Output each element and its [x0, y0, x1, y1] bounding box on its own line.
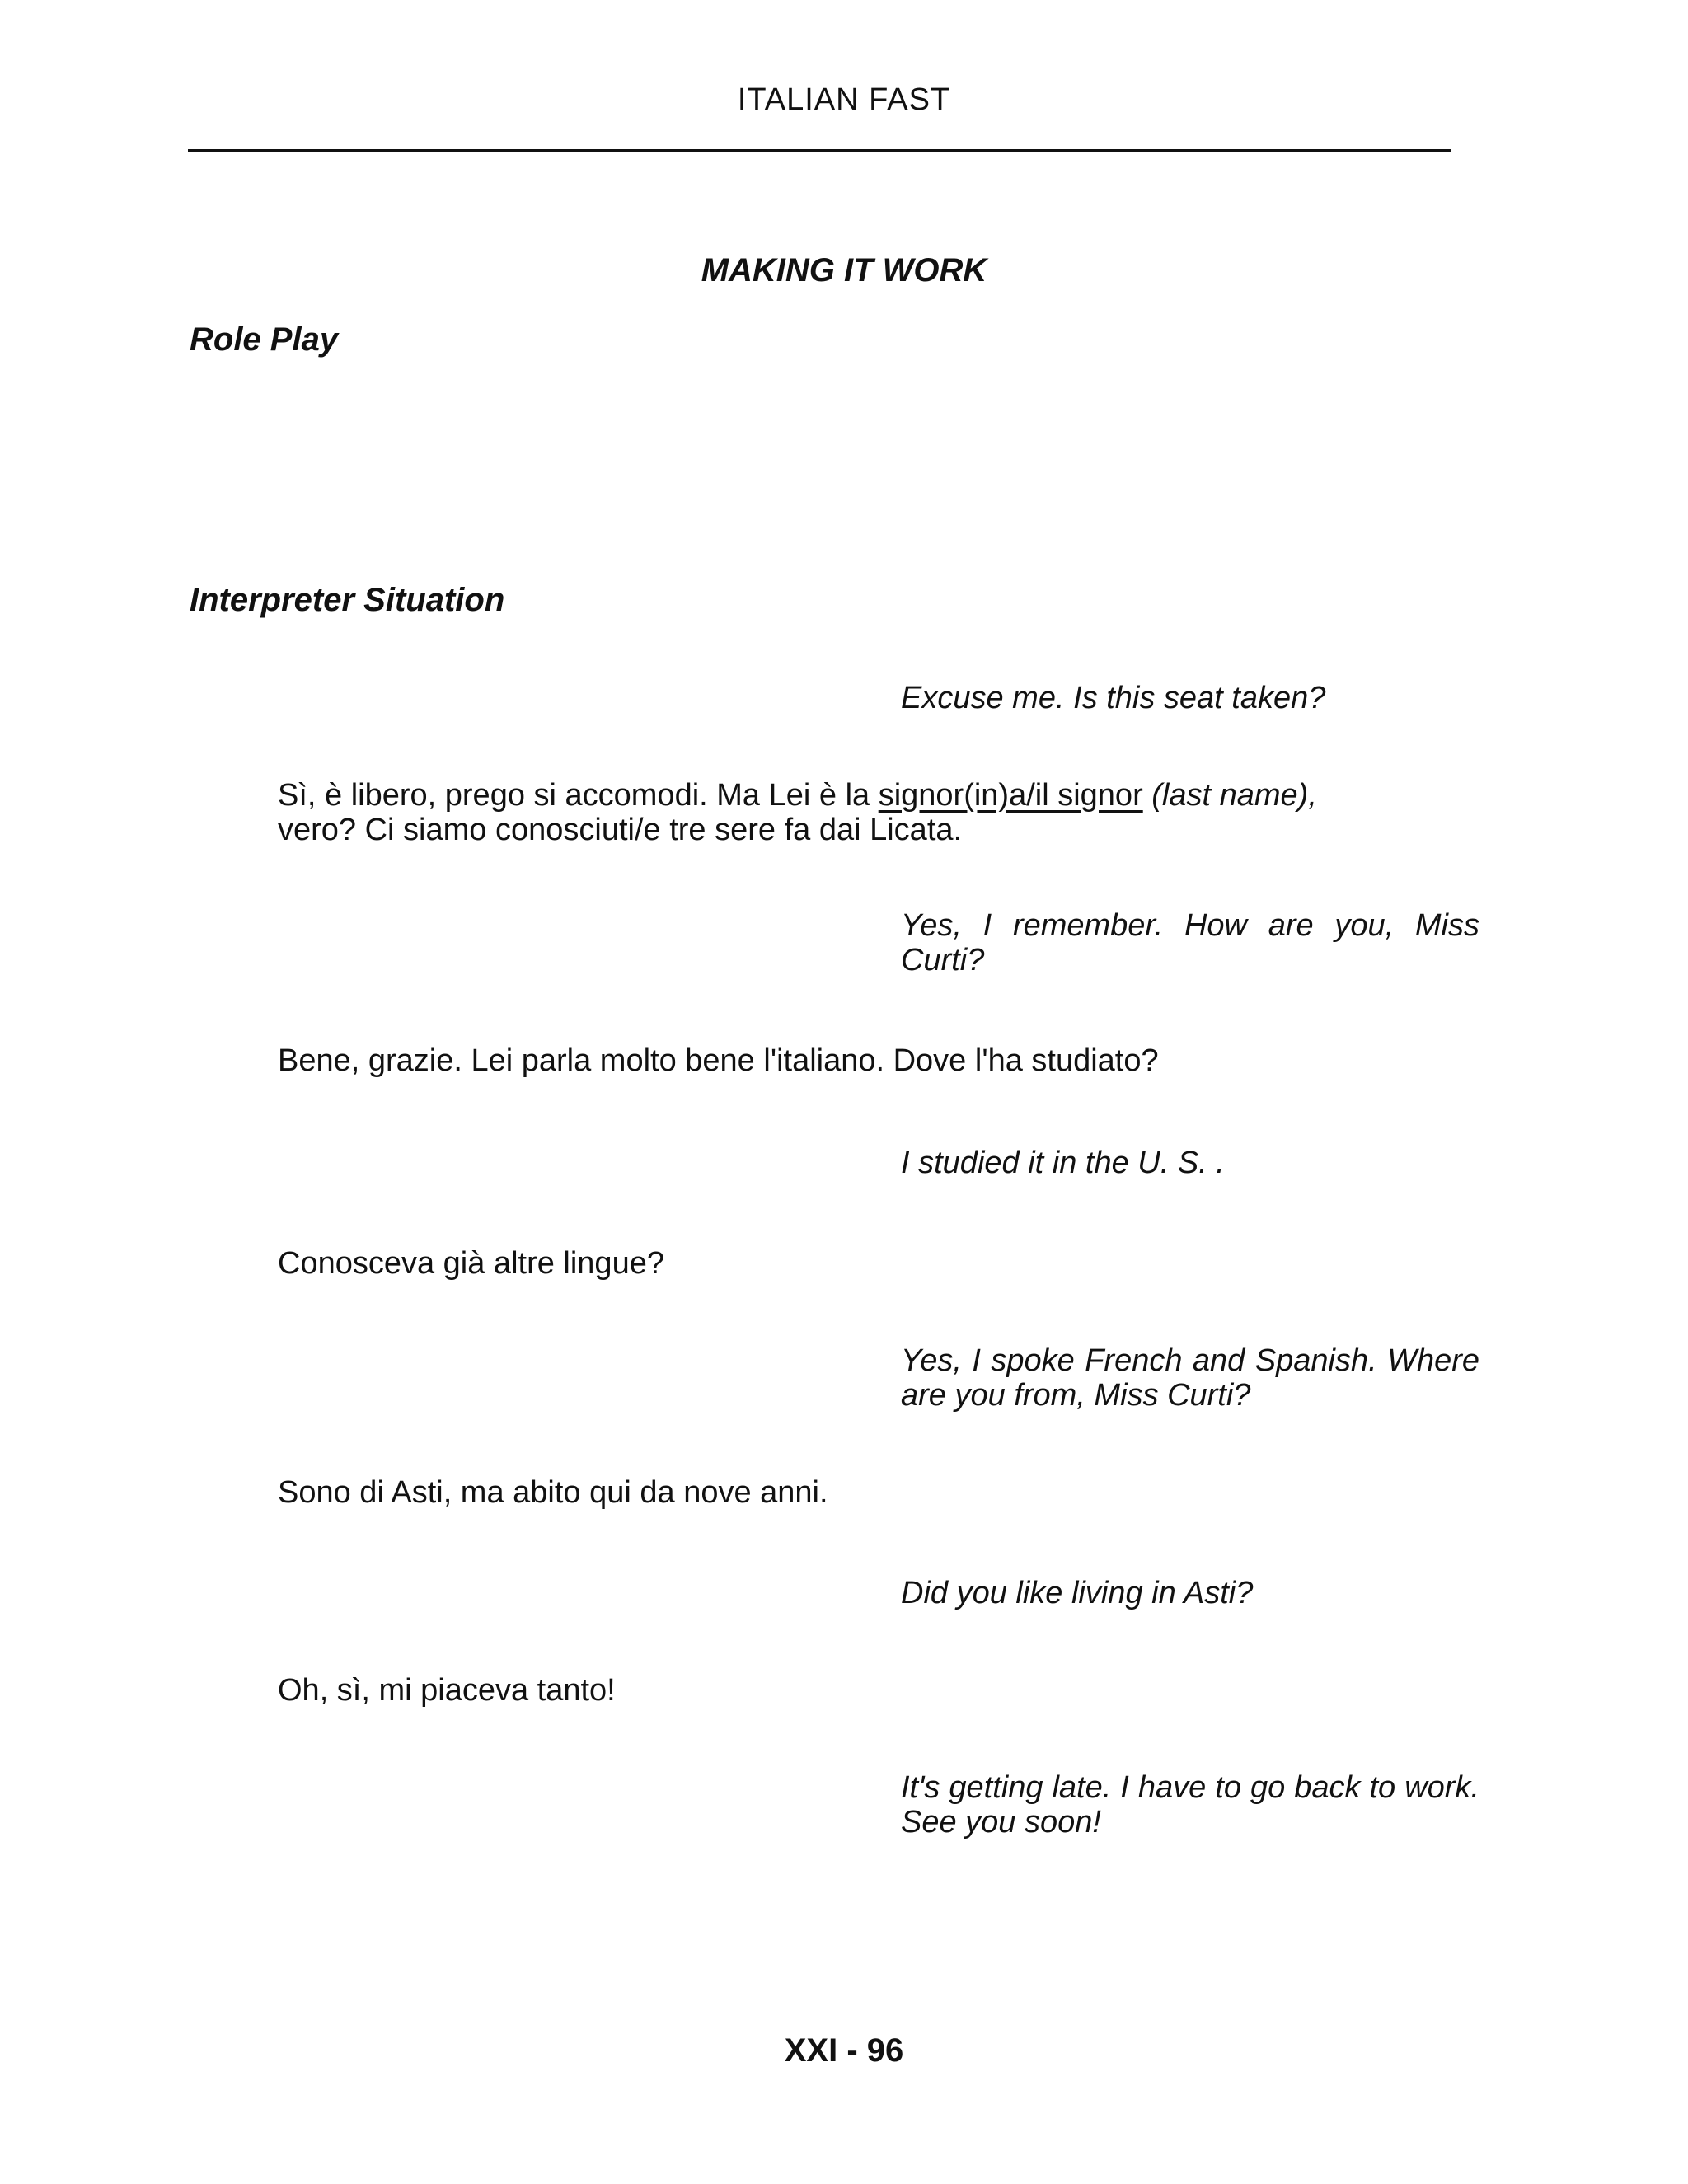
dialogue-italian-1: [278, 778, 1479, 813]
interpreter-situation-heading: Interpreter Situation: [190, 582, 505, 618]
page-number: XXI - 96: [784, 2032, 904, 2069]
dialogue-italian-1-underlined: signor(in)a/il signor: [878, 778, 1143, 813]
dialogue-italian-1-line-2: vero? Ci siamo conosciuti/e tre sere fa dai Licata.: [278, 813, 963, 847]
dialogue-english-6: It's getting late. I have to go back to work. See you soon!: [901, 1770, 1479, 1840]
dialogue-english-4: Yes, I spoke French and Spanish. Where are you from, Miss Curti?: [901, 1343, 1479, 1413]
dialogue-english-1: Excuse me. Is this seat taken?: [901, 681, 1326, 715]
header-rule: [188, 149, 1451, 152]
dialogue-italian-3: Conosceva già altre lingue?: [278, 1246, 664, 1281]
dialogue-italian-5: Oh, sì, mi piaceva tanto!: [278, 1673, 616, 1708]
section-title: MAKING IT WORK: [701, 252, 987, 288]
role-play-heading: Role Play: [190, 321, 339, 358]
dialogue-english-5: Did you like living in Asti?: [901, 1576, 1254, 1610]
dialogue-english-3: I studied it in the U. S. .: [901, 1146, 1225, 1180]
dialogue-english-2: Yes, I remember. How are you, Miss Curti?: [901, 908, 1479, 977]
dialogue-italian-2: Bene, grazie. Lei parla molto bene l'italiano. Dove l'ha studiato?: [278, 1043, 1159, 1078]
dialogue-italian-4: Sono di Asti, ma abito qui da nove anni.: [278, 1475, 828, 1510]
dialogue-italian-1-placeholder: (last name),: [1151, 778, 1317, 813]
dialogue-italian-1-text: Sì, è libero, prego si accomodi. Ma Lei è la: [278, 778, 879, 813]
running-header: ITALIAN FAST: [737, 82, 951, 117]
